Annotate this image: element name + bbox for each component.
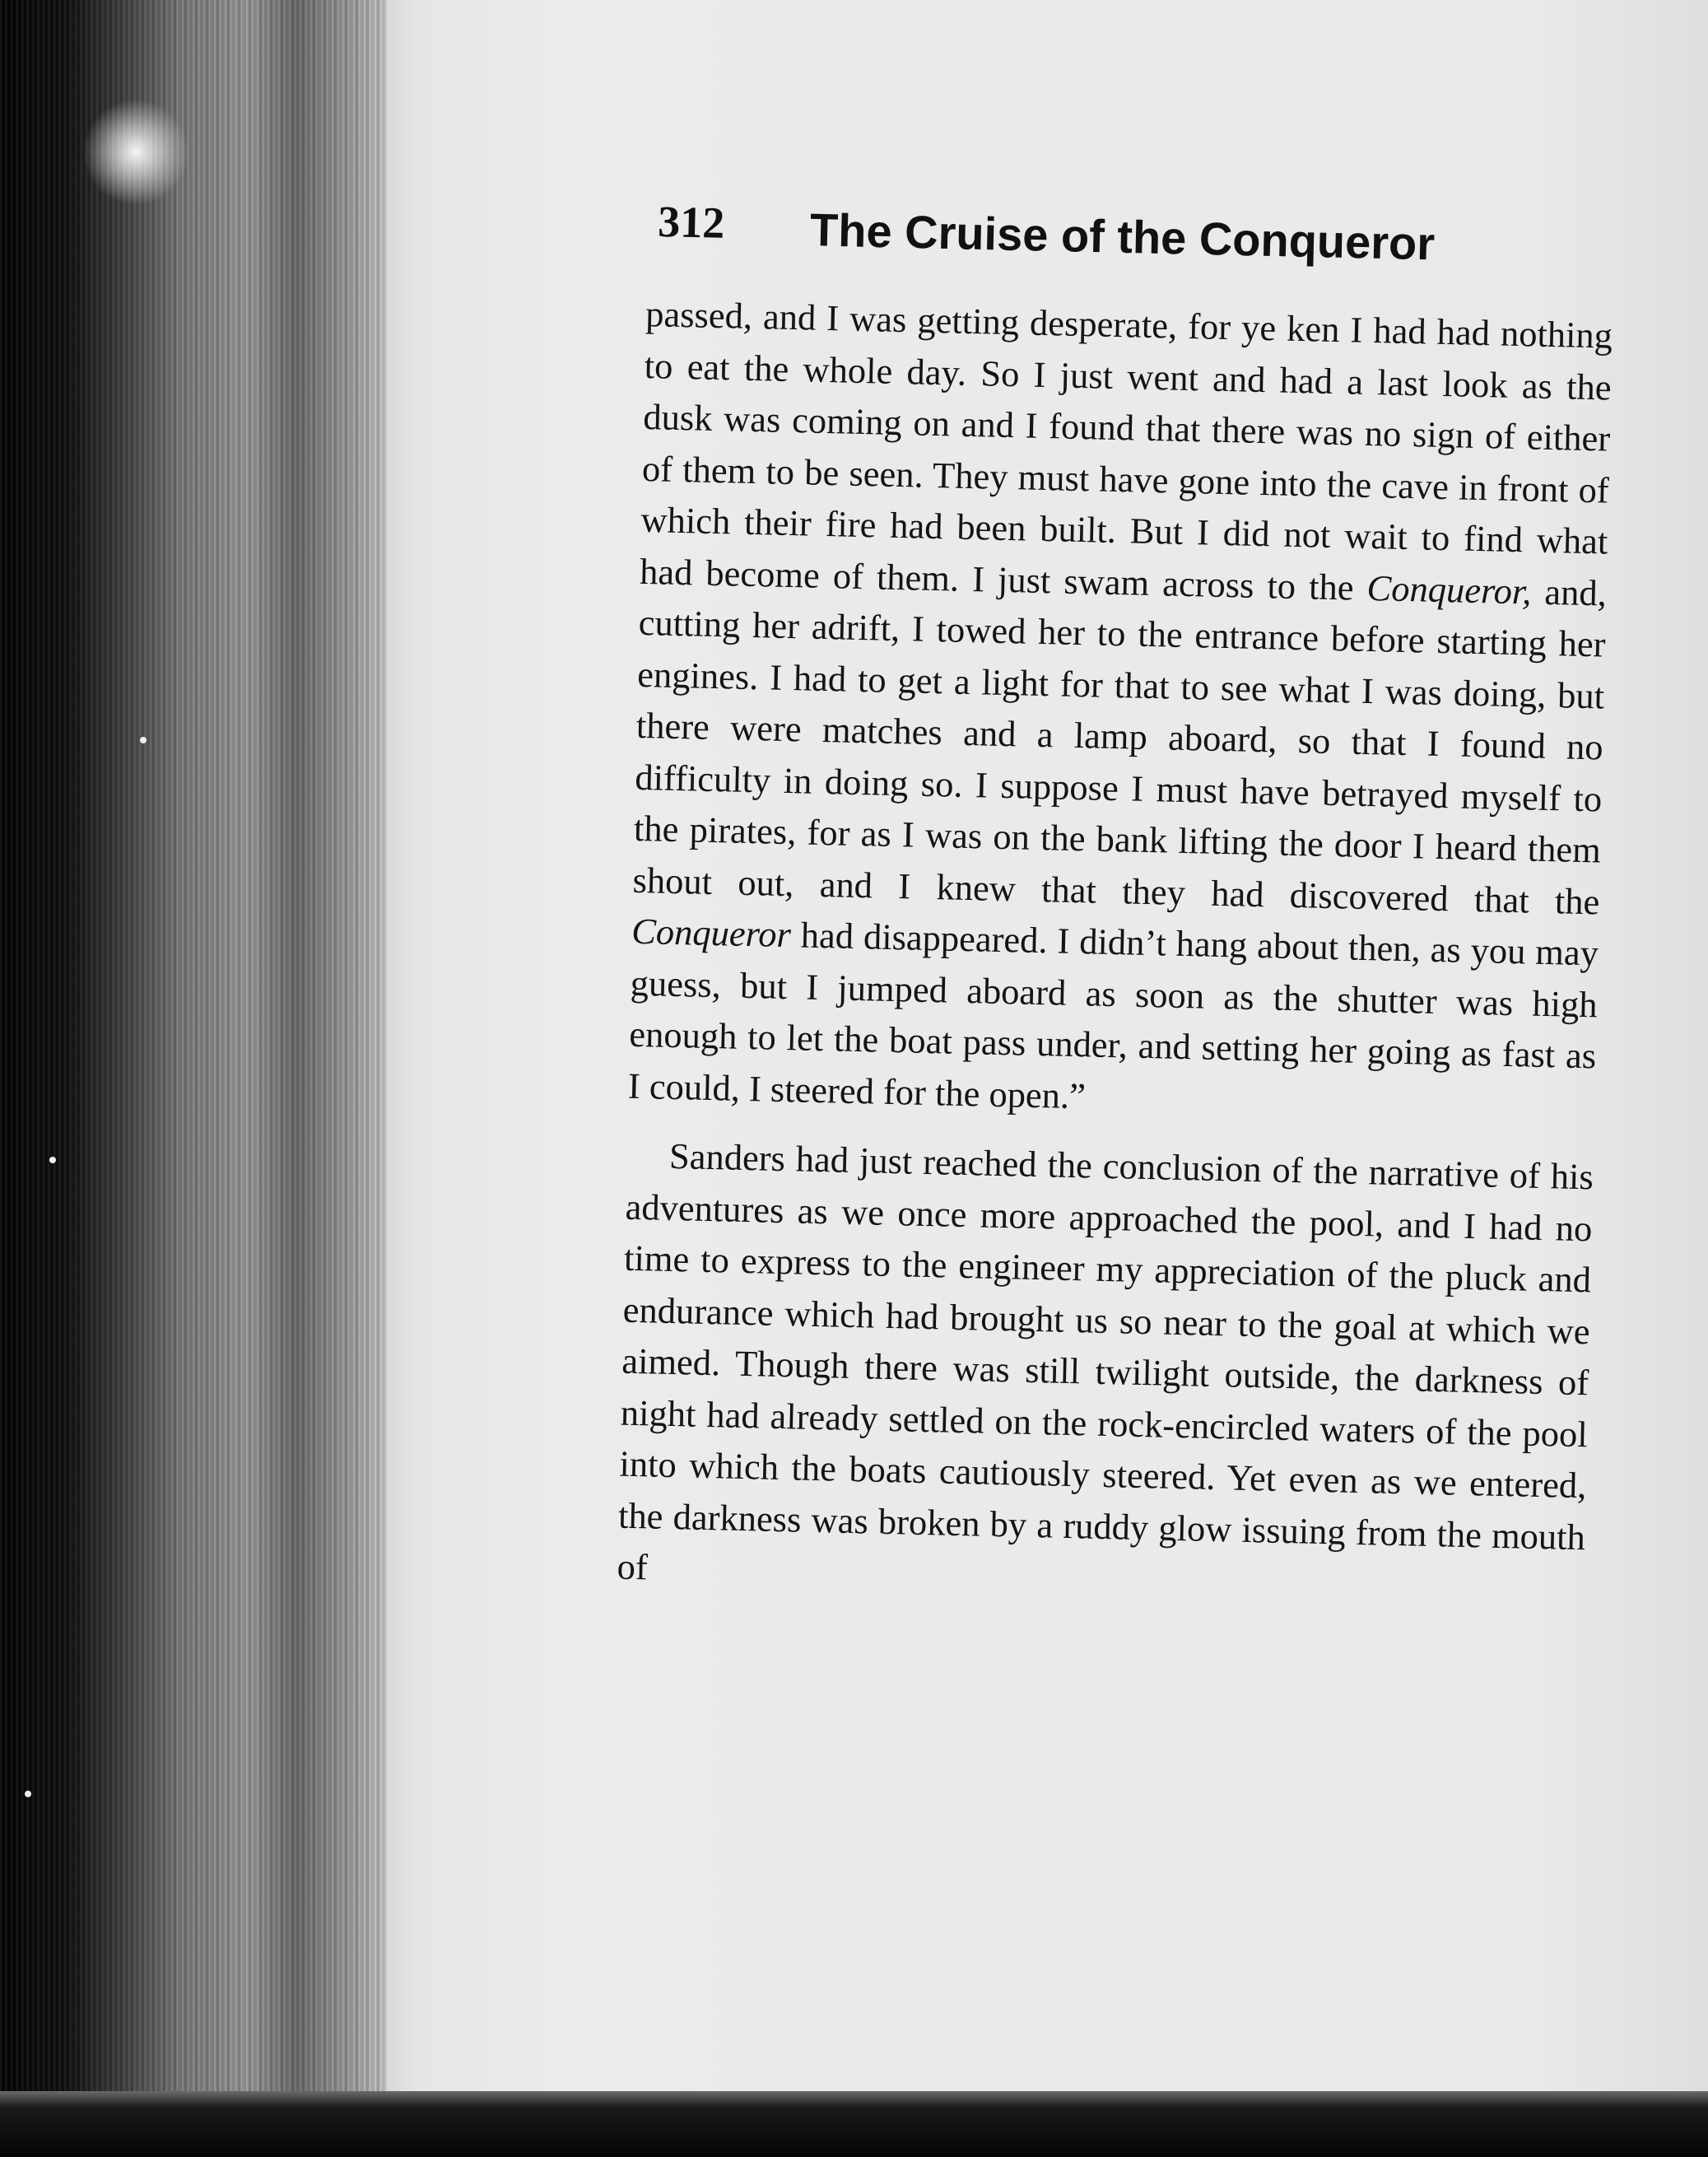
text-run: and, cutting her adrift, I towed her to the entrance before starting her engines. I had to get a light for that to see what I was doing, but there were matches and a lamp aboard, so that I found no difficulty in doing so. I suppose I must have betrayed myself to the pirates, for as I was on the bank lifting the door I heard them shout out, and I knew that they had discovered that the [632, 571, 1608, 922]
dust-speck [49, 1157, 56, 1163]
book-fore-edge [0, 0, 395, 2091]
body-text [617, 288, 1613, 1614]
running-title: The Cruise of the Conqueror [809, 203, 1436, 270]
paragraph: Sanders had just reached the conclusion of the narrative of his adventures as we once more approached the pool, and I had no time to express to the engineer my appreciation of the pluck and endurance which had brought us so near to the goal at which we aimed. Though there was still twilight outside, the darkness of night had already settled on the rock-encircled waters of the pool into which the boats cautiously steered. Yet even as we entered, the darkness was broken by a ruddy glow issuing from the mouth of [617, 1134, 1594, 1588]
dust-speck [140, 737, 147, 743]
page-number: 312 [657, 196, 725, 248]
dust-speck [25, 1791, 31, 1797]
ship-name: Conqueror, [1366, 566, 1533, 612]
ship-name: Conqueror [631, 910, 792, 956]
paragraph [627, 288, 1613, 1133]
light-glare [82, 99, 189, 206]
scanner-bottom-edge [0, 2091, 1708, 2157]
text-run: passed, and I was getting desperate, for ye ken I had had nothing to eat the whole day. So I just went and had a last look as the dusk was coming on and I found that there was no sign of either of them to be seen. They must have gone into the cave in front of which their fire had been built. But I did not wait to find what had become of them. I just swam across to the [639, 292, 1613, 608]
text-run: had disappeared. I didn’t hang about then, as you may guess, but I jumped aboard as soon as the shutter was high enough to let the boat pass under, and setting her going as fast as I could, I steered for the open.” [627, 914, 1599, 1116]
